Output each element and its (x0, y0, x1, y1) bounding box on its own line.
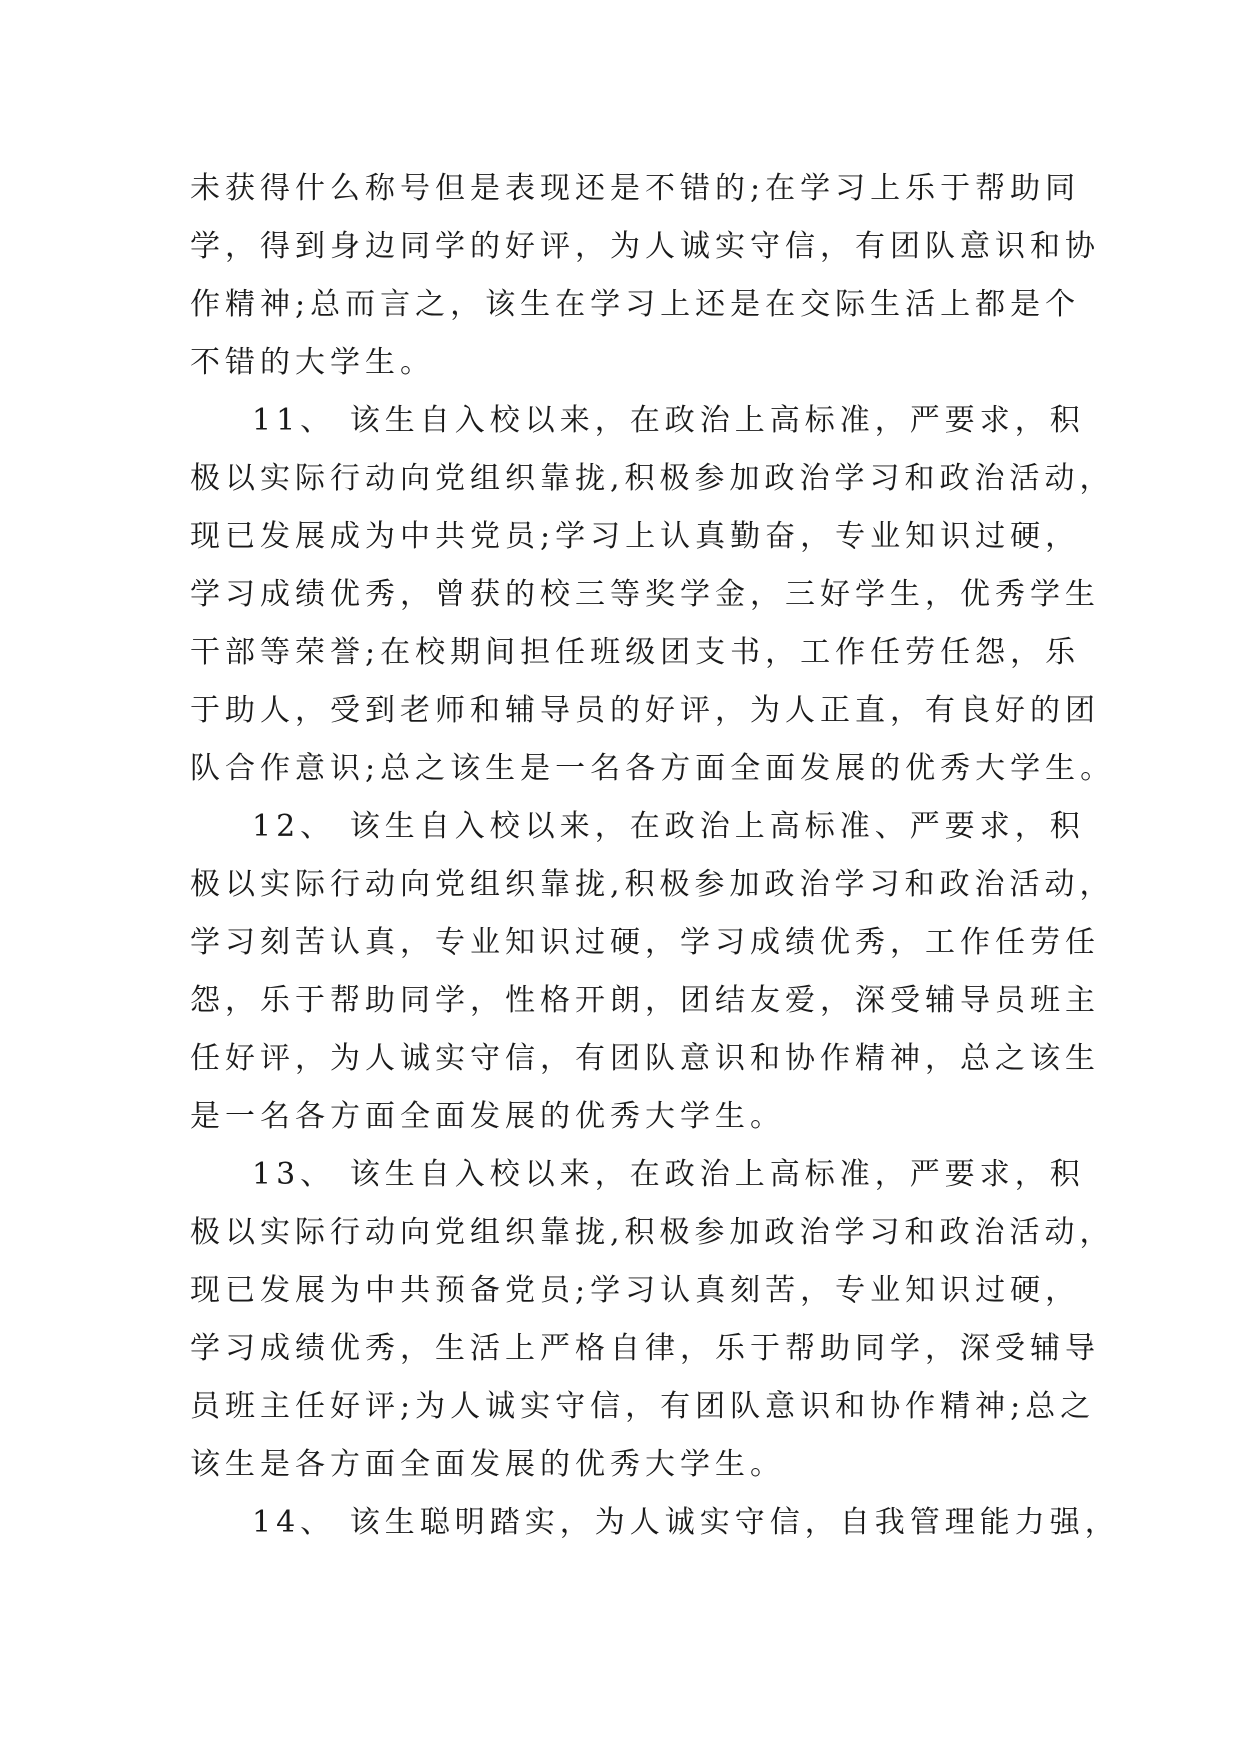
paragraph-13 (190, 1146, 1115, 1494)
text-line: 学习成绩优秀，曾获的校三等奖学金，三好学生，优秀学生 (190, 577, 1100, 612)
text-line: 14、 该生聪明踏实，为人诚实守信，自我管理能力强， (252, 1505, 1120, 1540)
paragraph-11 (190, 392, 1116, 798)
text-line: 不错的大学生。 (190, 345, 435, 380)
text-line: 任好评，为人诚实守信，有团队意识和协作精神，总之该生 (190, 1041, 1100, 1076)
text-line: 未获得什么称号但是表现还是不错的;在学习上乐于帮助同 (190, 171, 1081, 206)
text-line: 学，得到身边同学的好评，为人诚实守信，有团队意识和协 (190, 229, 1100, 264)
text-line: 作精神;总而言之，该生在学习上还是在交际生活上都是个 (190, 287, 1081, 322)
paragraph-10-continued (190, 160, 1100, 392)
document-body (190, 160, 1120, 1552)
text-line: 队合作意识;总之该生是一名各方面全面发展的优秀大学生。 (190, 751, 1116, 786)
text-line: 学习刻苦认真，专业知识过硬，学习成绩优秀，工作任劳任 (190, 925, 1100, 960)
text-line: 现已发展为中共预备党员;学习认真刻苦，专业知识过硬， (190, 1273, 1081, 1308)
text-line: 于助人，受到老师和辅导员的好评，为人正直，有良好的团 (190, 693, 1100, 728)
text-line: 极以实际行动向党组织靠拢,积极参加政治学习和政治活动， (190, 867, 1115, 902)
paragraph-14 (190, 1494, 1120, 1552)
text-line: 干部等荣誉;在校期间担任班级团支书，工作任劳任怨，乐 (190, 635, 1081, 670)
text-line: 学习成绩优秀，生活上严格自律，乐于帮助同学，深受辅导 (190, 1331, 1100, 1366)
text-line: 员班主任好评;为人诚实守信，有团队意识和协作精神;总之 (190, 1389, 1096, 1424)
paragraph-12 (190, 798, 1115, 1146)
text-line: 怨，乐于帮助同学，性格开朗，团结友爱，深受辅导员班主 (190, 983, 1100, 1018)
text-line: 现已发展成为中共党员;学习上认真勤奋，专业知识过硬， (190, 519, 1081, 554)
text-line: 该生是各方面全面发展的优秀大学生。 (190, 1447, 785, 1482)
text-line: 极以实际行动向党组织靠拢,积极参加政治学习和政治活动， (190, 1215, 1115, 1250)
text-line: 是一名各方面全面发展的优秀大学生。 (190, 1099, 785, 1134)
text-line: 13、 该生自入校以来，在政治上高标准，严要求，积 (252, 1157, 1085, 1192)
text-line: 12、 该生自入校以来，在政治上高标准、严要求，积 (252, 809, 1085, 844)
text-line: 11、 该生自入校以来，在政治上高标准，严要求，积 (252, 403, 1085, 438)
text-line: 极以实际行动向党组织靠拢,积极参加政治学习和政治活动， (190, 461, 1115, 496)
